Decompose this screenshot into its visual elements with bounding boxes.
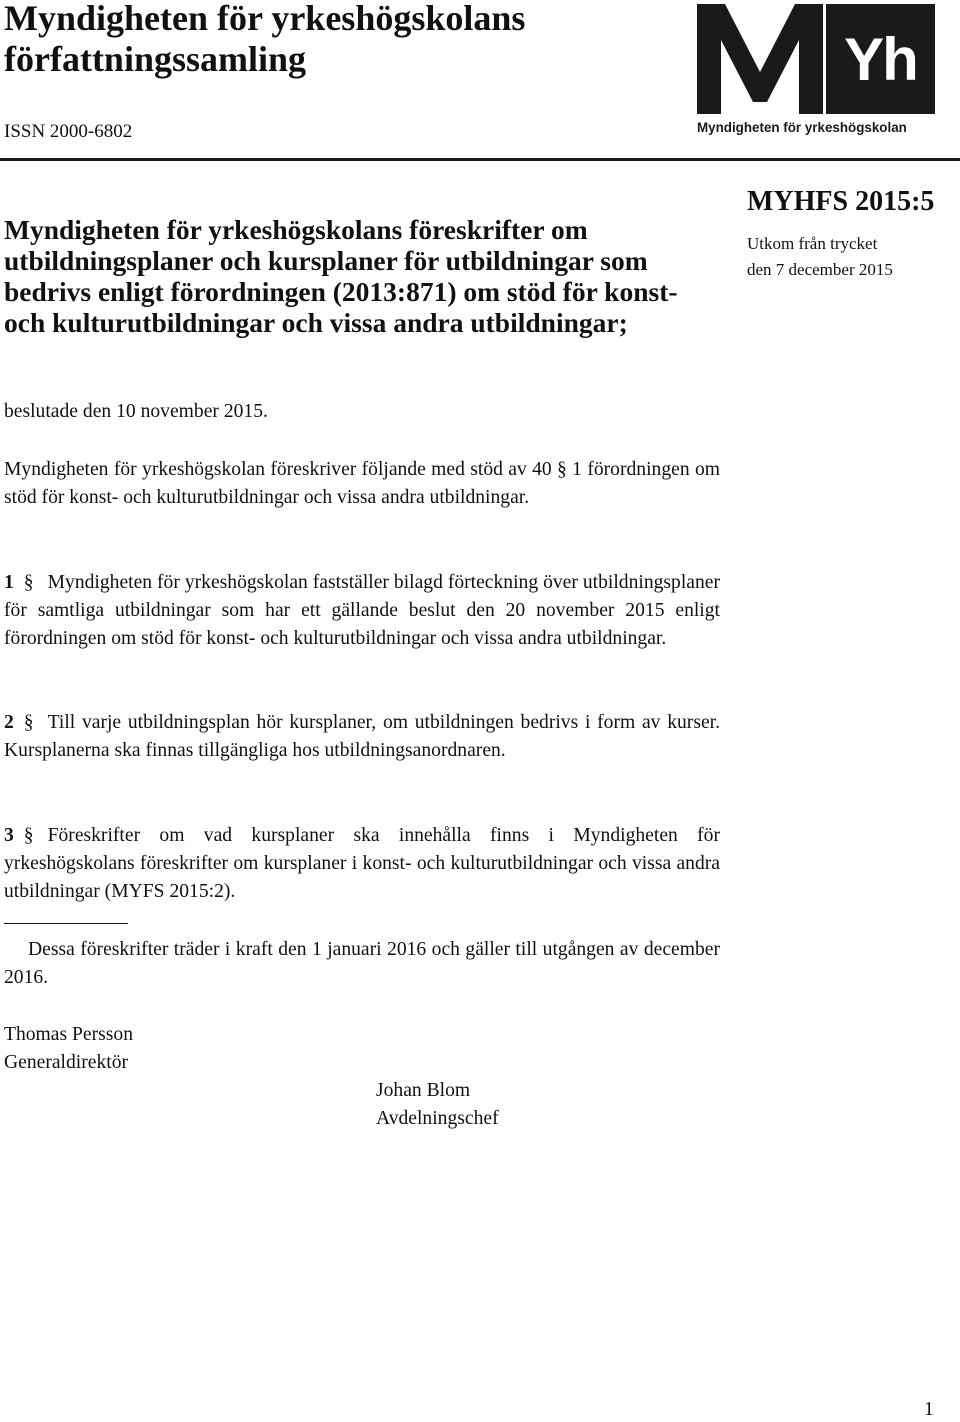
myh-logo: [697, 4, 937, 138]
issn-number: ISSN 2000-6802: [4, 121, 133, 142]
regulation-number: MYHFS 2015:5: [747, 186, 935, 217]
transition-divider: [4, 923, 128, 924]
page-number: 1: [924, 1399, 934, 1420]
section-sign: §: [23, 572, 34, 593]
decision-date: beslutade den 10 november 2015.: [4, 401, 268, 422]
logo-yh-box: Yh: [826, 4, 935, 114]
section-1: [4, 569, 720, 653]
preamble: Myndigheten för yrkeshögskolan föreskriver följande med stöd av 40 § 1 förordningen om stöd för konst- och kulturutbildningar och vissa andra utbildningar.: [4, 459, 720, 508]
signatory-name: Thomas Persson: [4, 1024, 133, 1045]
section-text: Föreskrifter om vad kursplaner ska innehålla finns i Myndigheten för yrkeshögskolans föreskrifter om kursplaner i konst- och kulturutbildningar och vissa andra utbildningar (MYFS 2015:2).: [4, 825, 720, 902]
section-2: [4, 709, 720, 765]
signatory-role: Avdelningschef: [376, 1108, 499, 1129]
logo-letter-m: [697, 4, 823, 114]
section-number: 3: [4, 825, 14, 846]
signatory-name: Johan Blom: [376, 1080, 471, 1101]
section-number: 1: [4, 572, 14, 593]
publication-date: [747, 231, 893, 283]
signatory-role: Generaldirektör: [4, 1052, 129, 1073]
section-number: 2: [4, 712, 14, 733]
published-line-1: Utkom från trycket: [747, 234, 878, 253]
signature-director-general: [4, 1021, 133, 1077]
section-sign: §: [23, 825, 34, 846]
regulation-title: Myndigheten för yrkeshögskolans föreskrifter om utbildningsplaner och kursplaner för utbildningar som bedrivs enligt förordningen (2013:871) om stöd för konst- och kulturutbildningar och vissa andra utbildningar;: [4, 214, 678, 338]
published-line-2: den 7 december 2015: [747, 260, 893, 279]
section-sign: §: [23, 712, 34, 733]
header-divider: [0, 158, 960, 161]
series-title: Myndigheten för yrkeshögskolans författningssamling: [4, 0, 526, 79]
signature-head-of-department: [376, 1077, 499, 1133]
entry-into-force: Dessa föreskrifter träder i kraft den 1 januari 2016 och gäller till utgången av december 2016.: [4, 939, 720, 988]
section-text: Myndigheten för yrkeshögskolan fastställer bilagd förteckning över utbildningsplaner för samtliga utbildningar som har ett gällande beslut den 20 november 2015 enligt förordningen om stöd för konst- och kulturutbildningar och vissa andra utbildningar.: [4, 572, 720, 649]
logo-tagline: Myndigheten för yrkeshögskolan: [697, 120, 907, 135]
section-3: [4, 822, 720, 906]
section-text: Till varje utbildningsplan hör kursplaner, om utbildningen bedrivs i form av kurser. Kursplanerna ska finnas tillgängliga hos utbildningsanordnaren.: [4, 712, 720, 761]
